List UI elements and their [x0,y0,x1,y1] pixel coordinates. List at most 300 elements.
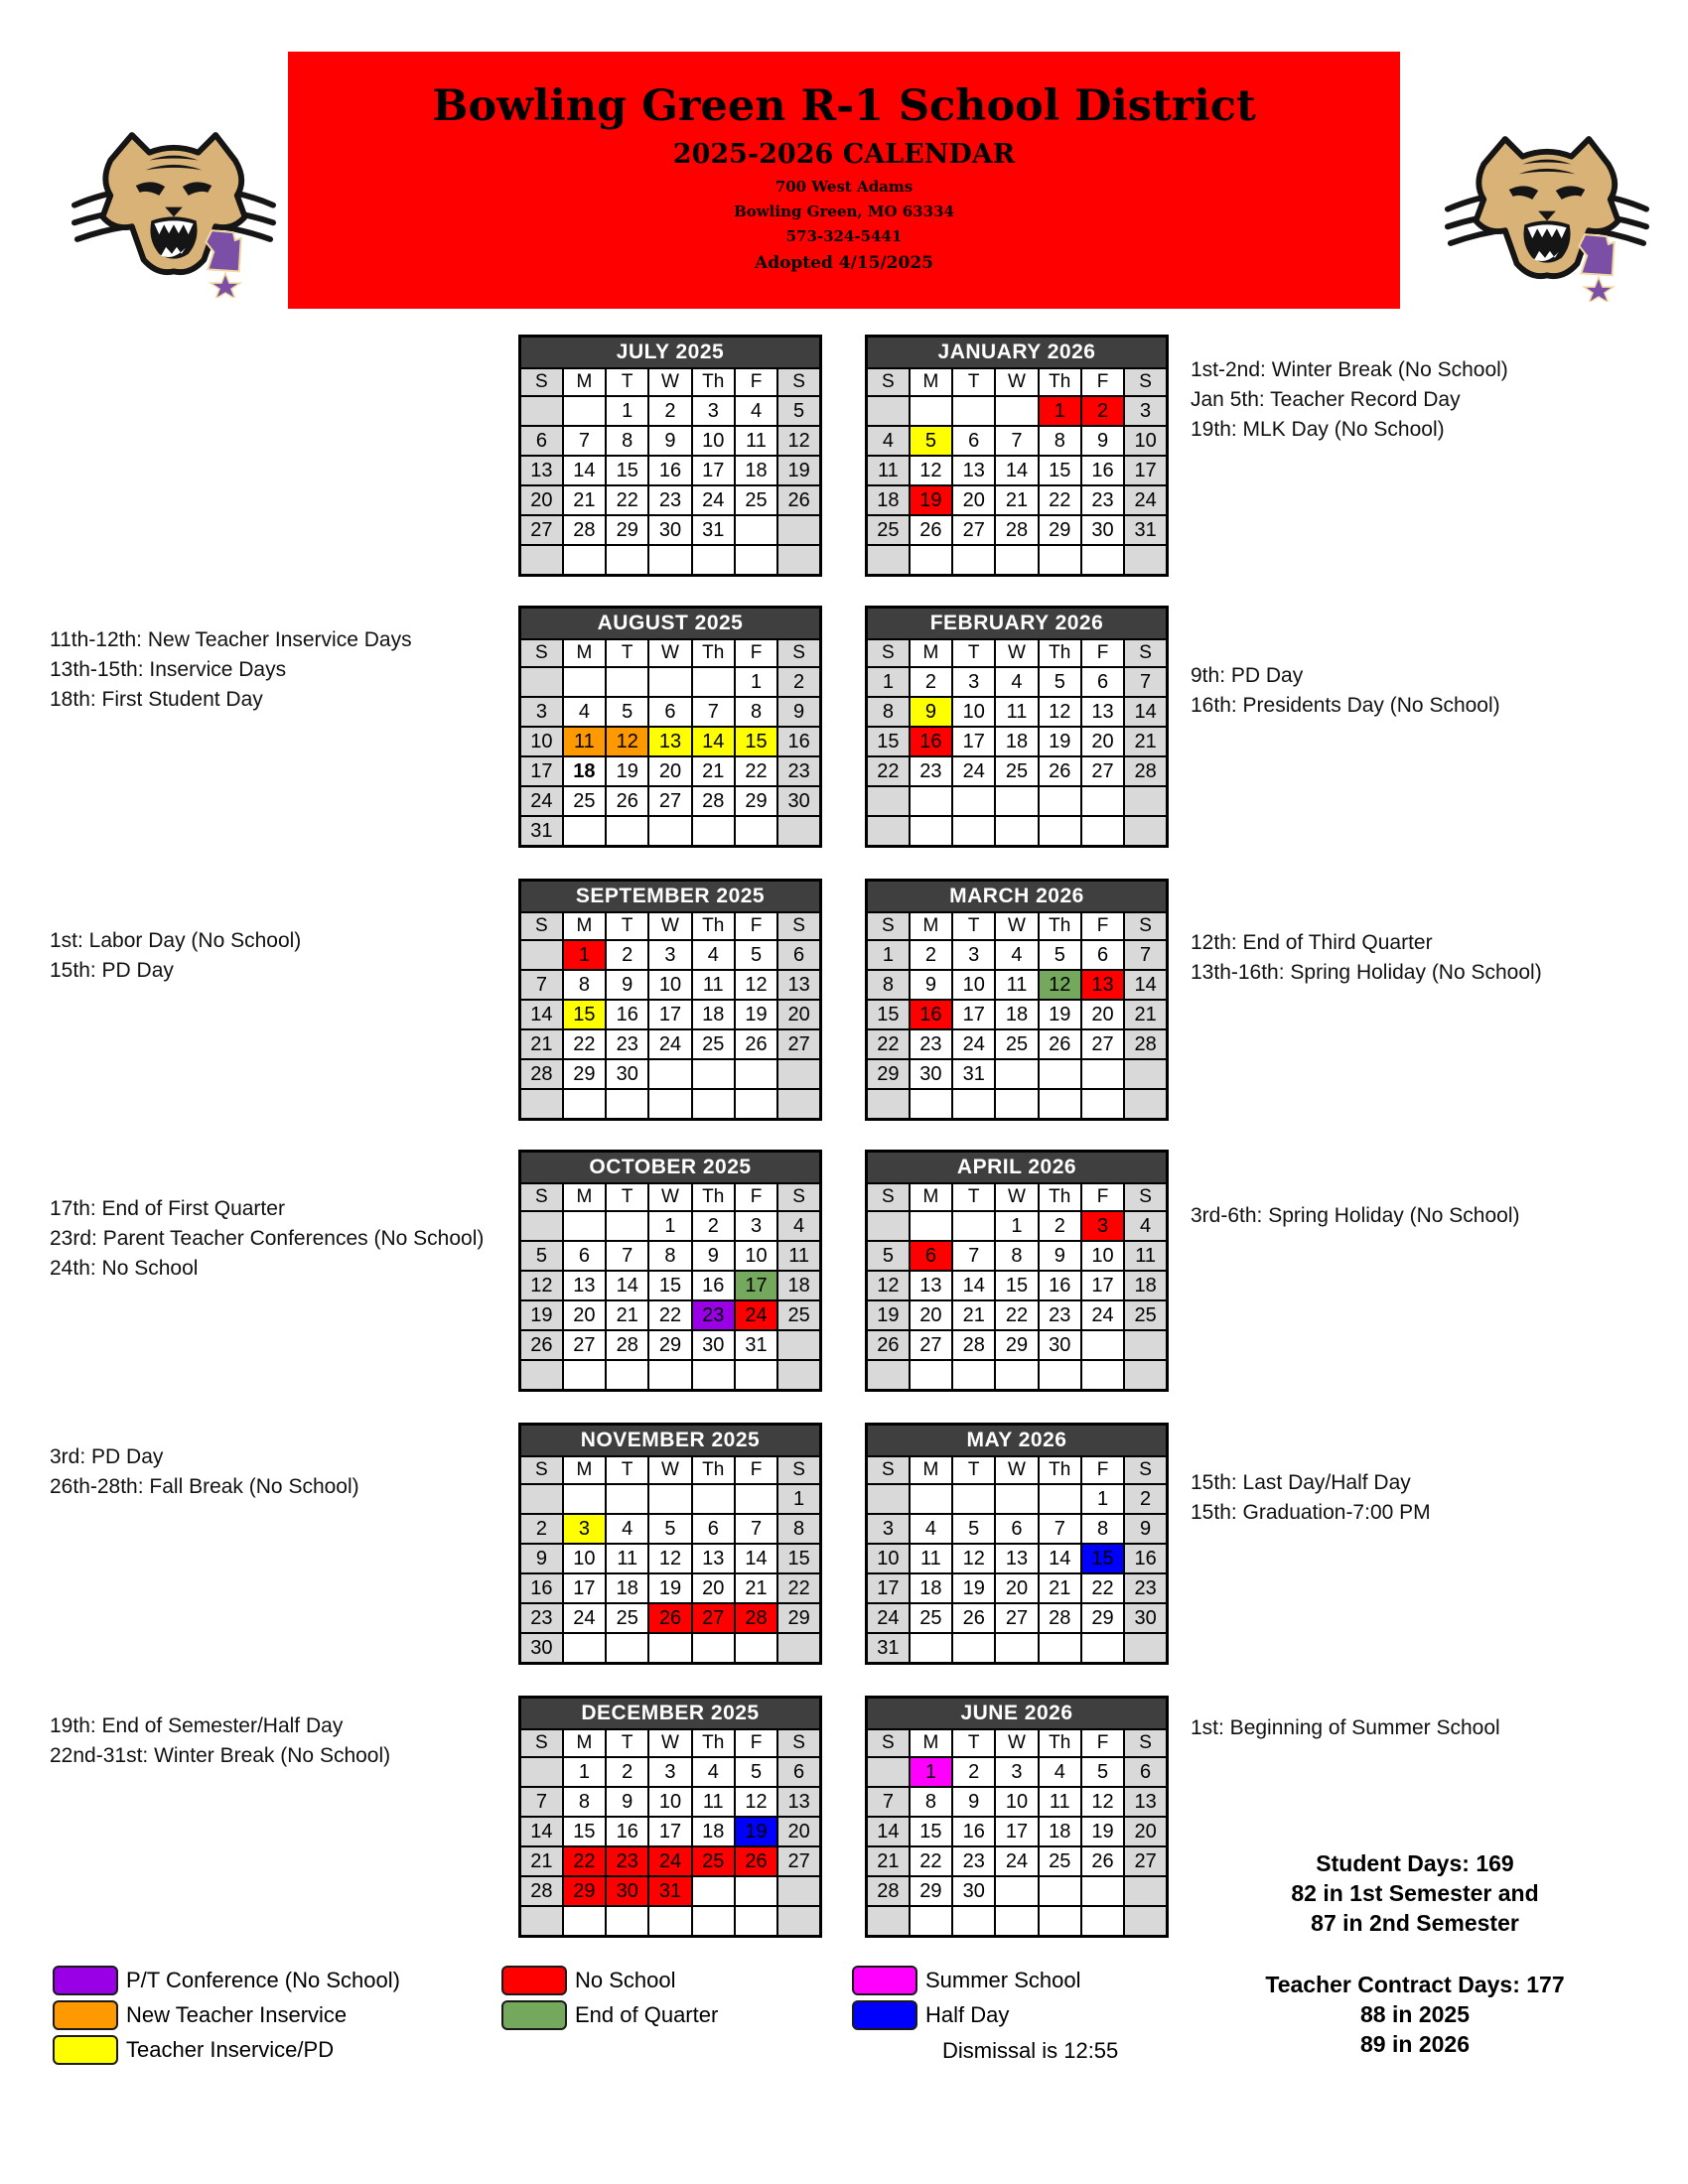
student-days-total: Student Days: 169 [1316,1850,1514,1876]
day-cell [952,396,995,426]
day-of-week-header: S [867,1456,910,1484]
day-cell: 20 [777,1000,820,1029]
day-cell [648,667,691,697]
month-notes-january-2026 [1191,355,1508,445]
month-title: JUNE 2026 [867,1698,1168,1730]
day-cell [1124,1633,1167,1664]
day-of-week-header: M [563,912,606,940]
day-cell: 3 [952,667,995,697]
phone-number: 573-324-5441 [785,227,903,245]
day-cell: 9 [777,697,820,727]
day-cell: 7 [606,1241,648,1271]
day-of-week-header: M [910,1183,952,1211]
day-cell: 1 [995,1211,1038,1241]
day-cell: 4 [1124,1211,1167,1241]
day-cell: 22 [563,1846,606,1876]
day-cell [1039,1484,1081,1514]
day-of-week-header: W [995,1456,1038,1484]
day-cell: 7 [520,970,563,1000]
day-cell [563,1360,606,1391]
day-cell: 20 [910,1300,952,1330]
day-cell [735,816,777,847]
day-cell: 8 [995,1241,1038,1271]
day-cell: 16 [606,1817,648,1846]
day-cell: 19 [606,756,648,786]
day-cell [995,1876,1038,1906]
day-cell: 18 [606,1573,648,1603]
day-cell: 15 [867,727,910,756]
day-cell: 10 [648,1787,691,1817]
day-cell: 8 [735,697,777,727]
day-cell [995,396,1038,426]
day-cell: 26 [1081,1846,1124,1876]
day-cell [648,1633,691,1664]
day-cell [563,1211,606,1241]
day-cell [692,1360,735,1391]
day-of-week-header: M [563,1183,606,1211]
day-cell: 26 [867,1330,910,1360]
day-cell: 24 [867,1603,910,1633]
day-cell: 1 [1081,1484,1124,1514]
day-cell: 24 [952,756,995,786]
day-cell: 15 [563,1000,606,1029]
day-cell: 16 [952,1817,995,1846]
day-cell: 1 [563,1757,606,1787]
day-cell: 28 [735,1603,777,1633]
day-cell [867,1757,910,1787]
day-cell [777,545,820,576]
day-of-week-header: W [648,912,691,940]
day-cell: 21 [995,485,1038,515]
day-cell: 15 [606,456,648,485]
day-cell [995,1484,1038,1514]
day-cell: 3 [995,1757,1038,1787]
day-of-week-header: S [867,1729,910,1757]
day-cell: 27 [777,1846,820,1876]
day-cell: 24 [648,1029,691,1059]
day-cell: 15 [648,1271,691,1300]
day-cell [606,1211,648,1241]
day-cell: 10 [952,970,995,1000]
day-cell: 25 [777,1300,820,1330]
day-cell [910,545,952,576]
day-cell: 14 [563,456,606,485]
day-cell [520,1089,563,1120]
day-cell: 20 [563,1300,606,1330]
month-notes-november-2025 [50,1442,359,1502]
day-cell [910,816,952,847]
day-cell: 27 [1081,1029,1124,1059]
day-cell: 23 [1124,1573,1167,1603]
day-cell: 28 [1124,756,1167,786]
day-cell: 27 [1081,756,1124,786]
day-cell [867,1360,910,1391]
note-line: 11th-12th: New Teacher Inservice Days [50,628,412,651]
day-cell: 23 [1039,1300,1081,1330]
day-cell: 17 [952,1000,995,1029]
day-cell: 15 [563,1817,606,1846]
day-cell: 7 [735,1514,777,1544]
day-cell: 21 [867,1846,910,1876]
day-cell: 21 [1124,1000,1167,1029]
day-cell: 28 [520,1059,563,1089]
note-line: 16th: Presidents Day (No School) [1191,694,1500,717]
day-cell: 19 [1039,1000,1081,1029]
day-cell: 31 [692,515,735,545]
day-cell: 13 [995,1544,1038,1573]
day-cell [563,1089,606,1120]
day-cell: 2 [692,1211,735,1241]
day-of-week-header: Th [692,912,735,940]
day-cell: 15 [867,1000,910,1029]
day-cell: 2 [1081,396,1124,426]
day-cell [606,1360,648,1391]
day-cell: 5 [1081,1757,1124,1787]
day-cell: 15 [910,1817,952,1846]
day-cell [692,545,735,576]
month-title: JULY 2025 [520,337,821,369]
day-cell: 12 [1081,1787,1124,1817]
day-cell: 25 [867,515,910,545]
day-cell: 14 [1124,697,1167,727]
note-line: 1st: Labor Day (No School) [50,929,302,952]
day-cell: 26 [1039,1029,1081,1059]
day-cell: 28 [563,515,606,545]
day-cell: 4 [995,940,1038,970]
day-cell [777,1633,820,1664]
day-cell: 8 [910,1787,952,1817]
day-of-week-header: M [563,1729,606,1757]
day-cell: 27 [1124,1846,1167,1876]
day-of-week-header: M [910,1456,952,1484]
day-cell [520,1484,563,1514]
day-cell: 3 [1081,1211,1124,1241]
day-cell [1039,1633,1081,1664]
day-cell: 27 [563,1330,606,1360]
day-of-week-header: M [563,639,606,667]
day-cell: 20 [952,485,995,515]
day-cell [692,816,735,847]
day-cell: 16 [692,1271,735,1300]
legend-label: P/T Conference (No School) [126,1968,400,1992]
day-cell [1081,1906,1124,1937]
day-cell [692,1906,735,1937]
day-cell [520,1211,563,1241]
legend-item [53,2000,347,2030]
legend-label: Half Day [925,2002,1010,2027]
day-of-week-header: W [648,1729,691,1757]
note-line: 3rd: PD Day [50,1445,164,1468]
day-cell [910,1089,952,1120]
month-title: AUGUST 2025 [520,608,821,640]
month-notes-september-2025 [50,926,301,986]
day-cell [563,816,606,847]
day-cell [952,786,995,816]
day-cell: 4 [995,667,1038,697]
day-cell [1039,1876,1081,1906]
day-cell: 23 [606,1846,648,1876]
day-cell: 24 [648,1846,691,1876]
day-cell: 22 [867,1029,910,1059]
day-of-week-header: S [1124,639,1167,667]
day-cell: 17 [952,727,995,756]
note-line: 13th-16th: Spring Holiday (No School) [1191,961,1542,984]
month-notes-october-2025 [50,1194,484,1284]
day-cell [1124,1089,1167,1120]
day-cell: 21 [563,485,606,515]
day-cell: 5 [648,1514,691,1544]
day-cell: 10 [1124,426,1167,456]
day-cell: 1 [648,1211,691,1241]
note-line: 26th-28th: Fall Break (No School) [50,1475,359,1498]
day-cell: 28 [1124,1029,1167,1059]
day-cell: 7 [995,426,1038,456]
day-cell: 1 [1039,396,1081,426]
day-cell: 21 [520,1846,563,1876]
day-cell: 13 [777,1787,820,1817]
day-cell: 3 [1124,396,1167,426]
day-of-week-header: T [952,912,995,940]
day-cell: 23 [606,1029,648,1059]
day-of-week-header: W [995,639,1038,667]
day-cell [952,1906,995,1937]
day-of-week-header: T [606,1729,648,1757]
note-line: 15th: Last Day/Half Day [1191,1471,1411,1494]
day-cell [520,545,563,576]
month-september-2025 [518,879,822,1121]
day-cell: 30 [606,1876,648,1906]
day-cell: 3 [520,697,563,727]
day-cell [563,667,606,697]
day-cell [952,816,995,847]
day-of-week-header: F [1081,912,1124,940]
day-cell: 20 [648,756,691,786]
day-cell: 30 [520,1633,563,1664]
day-of-week-header: M [910,912,952,940]
day-cell: 26 [1039,756,1081,786]
day-cell: 9 [1081,426,1124,456]
day-of-week-header: T [952,639,995,667]
day-cell [777,1059,820,1089]
day-cell: 10 [648,970,691,1000]
day-cell [606,1906,648,1937]
day-cell: 11 [1124,1241,1167,1271]
day-of-week-header: Th [1039,368,1081,396]
day-cell: 12 [735,1787,777,1817]
day-of-week-header: F [735,1456,777,1484]
day-cell: 8 [606,426,648,456]
day-cell [520,1906,563,1937]
day-cell: 19 [867,1300,910,1330]
day-cell: 17 [520,756,563,786]
day-cell [995,816,1038,847]
legend-label: Teacher Inservice/PD [126,2037,335,2062]
day-cell: 31 [867,1633,910,1664]
day-cell [1081,1330,1124,1360]
address-line-2: Bowling Green, MO 63334 [734,203,954,220]
day-of-week-header: F [1081,1183,1124,1211]
note-line: 9th: PD Day [1191,664,1304,687]
day-of-week-header: F [1081,1456,1124,1484]
legend-item [501,1966,676,1995]
day-cell: 24 [952,1029,995,1059]
day-cell [1081,545,1124,576]
day-cell: 11 [692,1787,735,1817]
day-of-week-header: S [777,368,820,396]
day-cell: 6 [1081,667,1124,697]
day-of-week-header: F [735,912,777,940]
month-april-2026 [865,1150,1169,1392]
day-cell [735,1633,777,1664]
day-cell: 16 [648,456,691,485]
day-cell [648,1089,691,1120]
day-cell: 22 [735,756,777,786]
legend-item [852,1966,1081,1995]
day-of-week-header: Th [692,1729,735,1757]
teacher-days-2025: 88 in 2025 [1360,2001,1470,2027]
day-cell [952,1089,995,1120]
day-cell: 3 [563,1514,606,1544]
month-notes-august-2025 [50,625,412,715]
day-of-week-header: Th [1039,1456,1081,1484]
day-of-week-header: T [952,1183,995,1211]
day-of-week-header: W [995,368,1038,396]
day-cell [692,667,735,697]
day-of-week-header: Th [1039,639,1081,667]
day-of-week-header: S [867,368,910,396]
day-cell [910,1633,952,1664]
month-title: FEBRUARY 2026 [867,608,1168,640]
day-cell: 9 [952,1787,995,1817]
day-cell [735,1360,777,1391]
day-cell [867,1906,910,1937]
day-of-week-header: S [520,912,563,940]
day-cell [735,1876,777,1906]
month-title: MAY 2026 [867,1425,1168,1457]
day-cell: 9 [910,697,952,727]
day-cell: 6 [910,1241,952,1271]
day-cell: 5 [520,1241,563,1271]
day-cell: 24 [1124,485,1167,515]
legend-swatch-orange [53,2000,118,2030]
day-cell [520,1360,563,1391]
day-of-week-header: F [1081,639,1124,667]
day-cell: 30 [606,1059,648,1089]
day-cell: 28 [1039,1603,1081,1633]
note-line: 22nd-31st: Winter Break (No School) [50,1744,391,1767]
day-cell: 8 [1081,1514,1124,1544]
student-days-sem2: 87 in 2nd Semester [1311,1910,1519,1936]
day-cell: 16 [1081,456,1124,485]
day-cell [735,1059,777,1089]
day-cell: 5 [777,396,820,426]
day-cell [1124,1876,1167,1906]
day-of-week-header: T [952,1456,995,1484]
day-cell: 24 [735,1300,777,1330]
day-cell: 20 [692,1573,735,1603]
day-of-week-header: S [777,1456,820,1484]
day-cell [692,1633,735,1664]
day-cell: 12 [777,426,820,456]
day-cell: 5 [867,1241,910,1271]
day-cell: 27 [648,786,691,816]
day-cell: 12 [735,970,777,1000]
day-of-week-header: T [606,912,648,940]
student-days-summary [1236,1848,1594,1938]
day-cell [1039,786,1081,816]
day-cell: 6 [777,1757,820,1787]
day-cell: 16 [777,727,820,756]
day-cell: 29 [910,1876,952,1906]
legend-swatch-green [501,2000,567,2030]
day-cell: 6 [995,1514,1038,1544]
day-cell: 22 [995,1300,1038,1330]
day-cell [910,1906,952,1937]
day-cell: 1 [777,1484,820,1514]
day-cell [692,1484,735,1514]
day-cell [1124,786,1167,816]
day-of-week-header: T [606,1456,648,1484]
day-cell: 30 [692,1330,735,1360]
day-cell [867,1211,910,1241]
day-cell: 29 [867,1059,910,1089]
day-cell [735,1484,777,1514]
day-cell: 25 [995,756,1038,786]
day-cell: 5 [910,426,952,456]
day-cell [606,1633,648,1664]
day-of-week-header: T [952,1729,995,1757]
day-cell: 19 [648,1573,691,1603]
day-of-week-header: S [520,1183,563,1211]
day-cell: 13 [910,1271,952,1300]
day-cell [1039,1059,1081,1089]
day-cell [777,515,820,545]
day-cell: 5 [735,1757,777,1787]
day-cell: 14 [520,1000,563,1029]
day-cell: 12 [648,1544,691,1573]
note-line: 3rd-6th: Spring Holiday (No School) [1191,1204,1520,1227]
day-cell: 26 [648,1603,691,1633]
day-cell: 13 [520,456,563,485]
day-cell: 17 [648,1000,691,1029]
teacher-days-2026: 89 in 2026 [1360,2031,1470,2057]
day-cell: 4 [606,1514,648,1544]
day-cell [777,816,820,847]
day-cell [777,1906,820,1937]
note-line: 15th: Graduation-7:00 PM [1191,1501,1431,1524]
day-cell: 4 [1039,1757,1081,1787]
day-of-week-header: S [520,1729,563,1757]
day-cell [777,1330,820,1360]
day-of-week-header: F [735,639,777,667]
day-cell: 7 [692,697,735,727]
day-cell [1124,1330,1167,1360]
day-cell: 16 [520,1573,563,1603]
note-line: 19th: End of Semester/Half Day [50,1714,344,1737]
day-cell: 18 [563,756,606,786]
day-cell [1081,816,1124,847]
month-may-2026 [865,1423,1169,1665]
month-june-2026 [865,1696,1169,1938]
note-line: 23rd: Parent Teacher Conferences (No School) [50,1227,485,1250]
day-cell: 10 [563,1544,606,1573]
day-cell: 4 [777,1211,820,1241]
district-title: Bowling Green R-1 School District [432,81,1256,131]
day-cell: 15 [777,1544,820,1573]
day-cell: 2 [1039,1211,1081,1241]
day-cell [867,396,910,426]
day-cell: 13 [777,970,820,1000]
